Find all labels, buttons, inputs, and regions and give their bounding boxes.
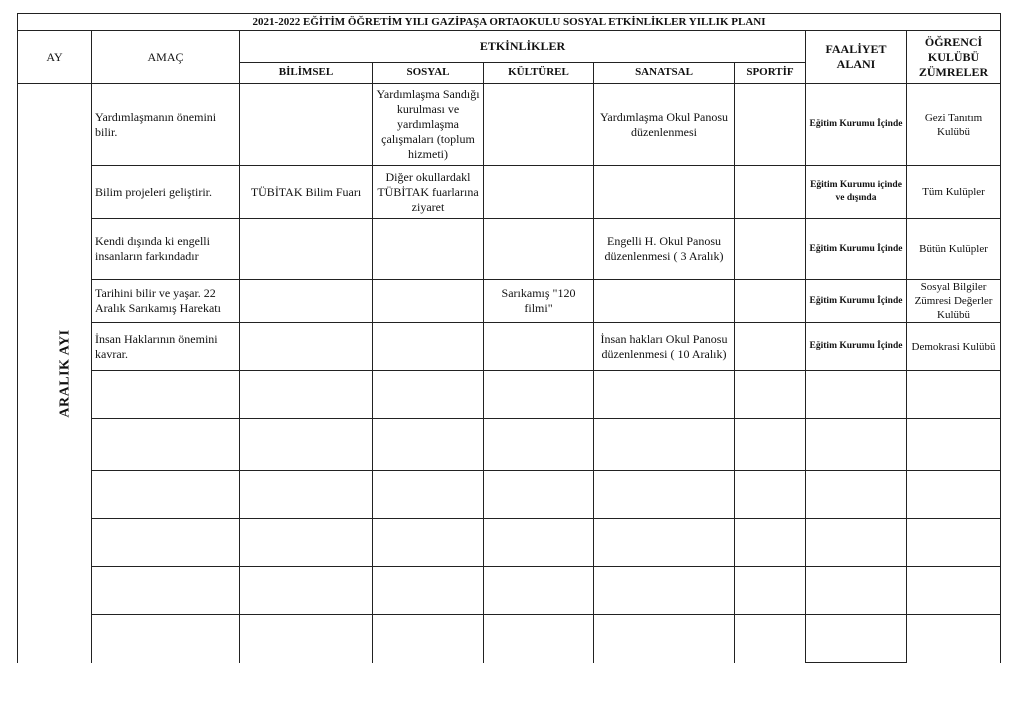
kulturel-cell <box>484 219 594 280</box>
empty-cell <box>373 371 484 419</box>
faaliyet-alani-cell: Eğitim Kurumu İçinde <box>806 84 907 166</box>
table-row <box>18 84 1001 166</box>
header-amac: AMAÇ <box>92 31 240 84</box>
title-row <box>18 14 1001 31</box>
empty-cell <box>373 419 484 471</box>
empty-cell <box>92 471 240 519</box>
empty-cell <box>594 519 735 567</box>
bilimsel-cell <box>240 219 373 280</box>
empty-row <box>18 615 1001 663</box>
sportif-cell <box>735 219 806 280</box>
sportif-cell <box>735 323 806 371</box>
empty-cell <box>907 567 1001 615</box>
month-label: ARALIK AYI <box>57 329 73 418</box>
faaliyet-alani-cell: Eğitim Kurumu İçinde <box>806 323 907 371</box>
header-etkinlikler: ETKİNLİKLER <box>240 31 806 63</box>
bilimsel-cell <box>240 84 373 166</box>
kulup-cell: Gezi Tanıtım Kulübü <box>907 84 1001 166</box>
empty-cell <box>484 471 594 519</box>
empty-cell <box>907 371 1001 419</box>
header-kulturel: KÜLTÜREL <box>484 62 594 83</box>
month-cell <box>18 84 92 663</box>
kulup-cell: Demokrasi Kulübü <box>907 323 1001 371</box>
empty-cell <box>806 567 907 615</box>
empty-cell <box>484 567 594 615</box>
empty-row <box>18 371 1001 419</box>
empty-cell <box>594 471 735 519</box>
empty-cell <box>735 519 806 567</box>
kulup-cell: Sosyal Bilgiler Zümresi Değerler Kulübü <box>907 280 1001 323</box>
sosyal-cell <box>373 219 484 280</box>
empty-cell <box>373 519 484 567</box>
empty-row <box>18 471 1001 519</box>
table-row <box>18 280 1001 323</box>
sportif-cell <box>735 166 806 219</box>
empty-cell <box>806 519 907 567</box>
empty-cell <box>92 519 240 567</box>
empty-cell <box>735 371 806 419</box>
kulup-cell: Bütün Kulüpler <box>907 219 1001 280</box>
empty-cell <box>92 615 240 663</box>
header-row-top <box>18 31 1001 63</box>
amac-cell: Kendi dışında ki engelli insanların farkındadır <box>92 219 240 280</box>
empty-cell <box>735 567 806 615</box>
header-sportif: SPORTİF <box>735 62 806 83</box>
empty-row <box>18 419 1001 471</box>
empty-row <box>18 567 1001 615</box>
empty-row <box>18 519 1001 567</box>
sosyal-cell <box>373 280 484 323</box>
sosyal-cell <box>373 323 484 371</box>
empty-cell <box>240 615 373 663</box>
empty-cell <box>907 471 1001 519</box>
header-sosyal: SOSYAL <box>373 62 484 83</box>
empty-cell <box>735 615 806 663</box>
header-bilimsel: BİLİMSEL <box>240 62 373 83</box>
sportif-cell <box>735 280 806 323</box>
sanatsal-cell: Yardımlaşma Okul Panosu düzenlenmesi <box>594 84 735 166</box>
empty-cell <box>484 371 594 419</box>
empty-cell <box>594 615 735 663</box>
empty-cell <box>92 419 240 471</box>
amac-cell: Tarihini bilir ve yaşar. 22 Aralık Sarıkamış Harekatı <box>92 280 240 323</box>
sanatsal-cell <box>594 166 735 219</box>
empty-cell <box>240 519 373 567</box>
kulturel-cell <box>484 166 594 219</box>
empty-cell <box>806 471 907 519</box>
table-row <box>18 219 1001 280</box>
sportif-cell <box>735 84 806 166</box>
empty-cell <box>92 567 240 615</box>
faaliyet-alani-cell: Eğitim Kurumu İçinde <box>806 219 907 280</box>
empty-cell <box>373 567 484 615</box>
kulturel-cell: Sarıkamış "120 filmi" <box>484 280 594 323</box>
amac-cell: Bilim projeleri geliştirir. <box>92 166 240 219</box>
empty-cell <box>373 615 484 663</box>
header-ay: AY <box>18 31 92 84</box>
empty-cell <box>907 519 1001 567</box>
sanatsal-cell: Engelli H. Okul Panosu düzenlenmesi ( 3 Aralık) <box>594 219 735 280</box>
empty-cell <box>92 371 240 419</box>
header-faaliyet-alani: FAALİYET ALANI <box>806 31 907 84</box>
empty-cell <box>907 615 1001 663</box>
empty-cell <box>240 567 373 615</box>
empty-cell <box>240 419 373 471</box>
amac-cell: Yardımlaşmanın önemini bilir. <box>92 84 240 166</box>
empty-cell <box>735 471 806 519</box>
empty-cell <box>240 471 373 519</box>
sanatsal-cell: İnsan hakları Okul Panosu düzenlenmesi ( 10 Aralık) <box>594 323 735 371</box>
empty-cell <box>373 471 484 519</box>
sosyal-cell: Yardımlaşma Sandığı kurulması ve yardımlaşma çalışmaları (toplum hizmeti) <box>373 84 484 166</box>
header-sanatsal: SANATSAL <box>594 62 735 83</box>
empty-cell <box>594 371 735 419</box>
empty-cell <box>484 615 594 663</box>
plan-title: 2021-2022 EĞİTİM ÖĞRETİM YILI GAZİPAŞA ORTAOKULU SOSYAL ETKİNLİKLER YILLIK PLANI <box>18 14 1001 31</box>
kulup-cell: Tüm Kulüpler <box>907 166 1001 219</box>
kulturel-cell <box>484 323 594 371</box>
kulturel-cell <box>484 84 594 166</box>
header-ogrenci-kulubu: ÖĞRENCİ KULÜBÜ ZÜMRELER <box>907 31 1001 84</box>
empty-cell <box>806 419 907 471</box>
table-row <box>18 323 1001 371</box>
bilimsel-cell: TÜBİTAK Bilim Fuarı <box>240 166 373 219</box>
bilimsel-cell <box>240 323 373 371</box>
empty-cell <box>735 419 806 471</box>
empty-cell <box>594 567 735 615</box>
empty-cell <box>484 519 594 567</box>
empty-cell <box>240 371 373 419</box>
empty-cell <box>484 419 594 471</box>
faaliyet-alani-cell: Eğitim Kurumu İçinde <box>806 280 907 323</box>
sosyal-cell: Diğer okullardakl TÜBİTAK fuarlarına ziyaret <box>373 166 484 219</box>
table-row <box>18 166 1001 219</box>
sanatsal-cell <box>594 280 735 323</box>
empty-cell <box>806 615 907 663</box>
empty-cell <box>907 419 1001 471</box>
empty-cell <box>806 371 907 419</box>
annual-plan-table <box>17 13 1001 663</box>
faaliyet-alani-cell: Eğitim Kurumu içinde ve dışında <box>806 166 907 219</box>
amac-cell: İnsan Haklarının önemini kavrar. <box>92 323 240 371</box>
empty-cell <box>594 419 735 471</box>
bilimsel-cell <box>240 280 373 323</box>
